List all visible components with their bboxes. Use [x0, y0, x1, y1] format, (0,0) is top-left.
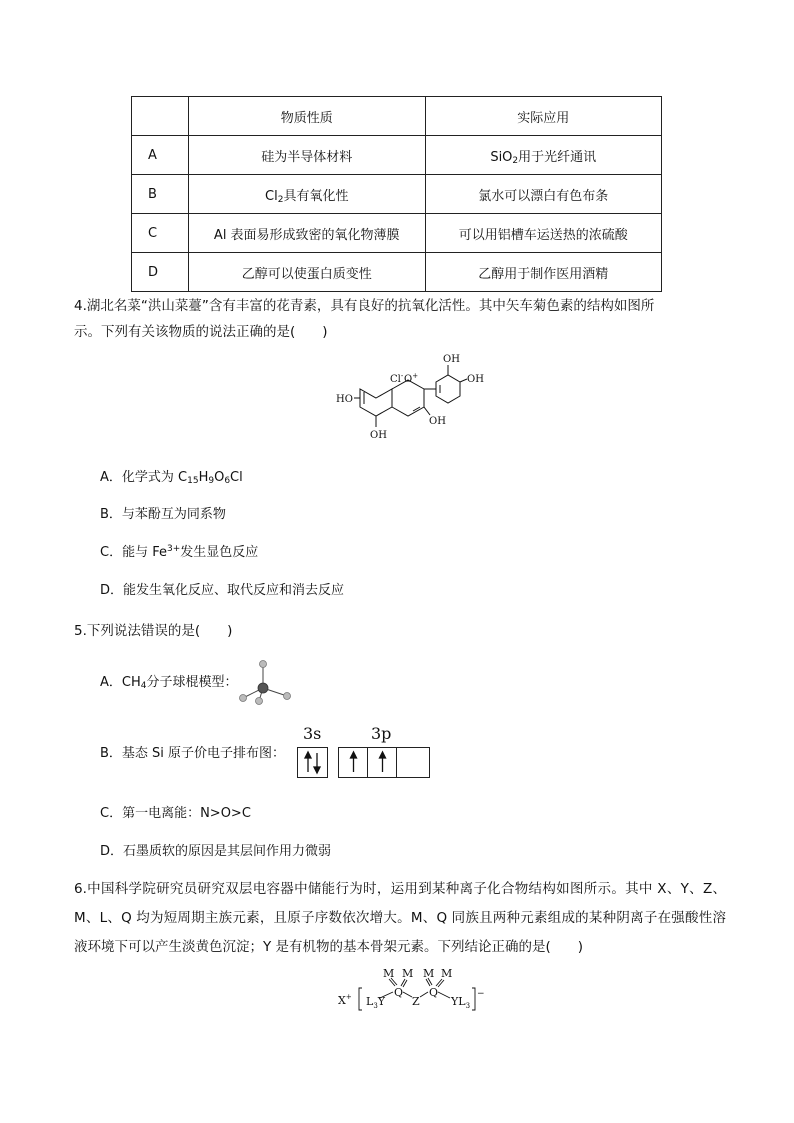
q5-option-c: C．第一电离能：N>O>C [100, 806, 251, 821]
row-label: B [132, 175, 189, 214]
table-header-property: 物质性质 [189, 97, 426, 136]
oh-top-label: OH [443, 354, 460, 365]
q6-stem: 6.中国科学院研究员研究双层电容器中储能行为时，运用到某种离子化合物结构如图所示。其中 X、Y、Z、M、L、Q 均为短周期主族元素，且原子序数依次增大。M、Q 同族且两种元素组成的某种阴离子在强酸性溶液环境下可以产生淡黄色沉淀；Y 是有机物的基本骨架元素。下列结论正确的是( ) [74, 881, 726, 955]
row-property: Al 表面易形成致密的氧化物薄膜 [189, 214, 426, 253]
q4-stem-line1: 4.湖北名菜“洪山菜薹”含有丰富的花青素，具有良好的抗氧化活性。其中矢车菊色素的结构如图所 [74, 298, 655, 314]
q5-option-b: B．基态 Si 原子价电子排布图： [100, 746, 286, 761]
orbital-3s-box [297, 747, 328, 778]
orbital-3p-box [338, 747, 430, 778]
q4-option-b: B．与苯酚互为同系物 [100, 507, 226, 522]
m-atom-4: M [441, 967, 453, 980]
orbital-3p-cell [368, 748, 397, 777]
q5-option-a: A．$CH_4$分子球棍模型： [100, 675, 238, 691]
row-application: SiO$_2$用于光纤通讯 [425, 136, 662, 175]
anion-charge: − [477, 989, 485, 999]
z-atom: Z [412, 995, 420, 1008]
row-label: D [132, 253, 189, 292]
row-label: C [132, 214, 189, 253]
orbital-3s-label: 3s [303, 724, 322, 743]
row-application: 氯水可以漂白有色布条 [425, 175, 662, 214]
table-row [132, 175, 662, 214]
cyanidin-structure [336, 352, 490, 452]
row-property: 硅为半导体材料 [189, 136, 426, 175]
table-row [132, 253, 662, 292]
orbital-3p-cell [397, 748, 429, 777]
q4-option-a: A．化学式为 $C_{15}H_9O_6Cl$ [100, 470, 243, 486]
q-atom-left: Q [394, 986, 404, 999]
up-arrow-icon [339, 748, 368, 777]
table-row [132, 136, 662, 175]
orbital-3p-label: 3p [371, 724, 392, 743]
up-arrow-icon [368, 748, 397, 777]
ch4-ball-stick-model [238, 656, 296, 706]
row-property: $Cl_2$具有氧化性 [189, 175, 426, 214]
ionic-compound-structure [335, 966, 495, 1016]
table-header-application: 实际应用 [425, 97, 662, 136]
row-application: 乙醇用于制作医用酒精 [425, 253, 662, 292]
m-atom-3: M [423, 967, 435, 980]
oh-left-label: HO [336, 394, 353, 405]
q4-option-c: C．能与 $Fe^{3+}$发生显色反应 [100, 544, 259, 560]
table-header-row [132, 97, 662, 136]
q4-option-d: D．能发生氧化反应、取代反应和消去反应 [100, 583, 345, 598]
table-row [132, 214, 662, 253]
oxonium-label: O+ [404, 372, 419, 385]
row-property: 乙醇可以使蛋白质变性 [189, 253, 426, 292]
cation-x-label: X+ [338, 993, 352, 1007]
table-corner-cell [132, 97, 189, 136]
chloride-label: Cl- [390, 372, 404, 385]
q5-option-d: D．石墨质软的原因是其层间作用力微弱 [100, 844, 332, 859]
q-atom-right: Q [429, 986, 439, 999]
m-atom-2: M [402, 967, 414, 980]
row-application: 可以用铝槽车运送热的浓硫酸 [425, 214, 662, 253]
row-label: A [132, 136, 189, 175]
oh-bottom-label: OH [370, 430, 387, 441]
q5-stem: 5.下列说法错误的是( ) [74, 623, 233, 639]
up-down-arrows-icon [298, 748, 327, 777]
q4-stem-line2: 示。下列有关该物质的说法正确的是( ) [74, 324, 328, 340]
oh-right-label: OH [467, 374, 484, 385]
property-application-table [131, 96, 662, 292]
orbital-3p-cell [339, 748, 368, 777]
m-atom-1: M [383, 967, 395, 980]
l3y-group-label: $L_3Y$ [366, 995, 386, 1010]
yl3-group-label: $YL_3$ [451, 995, 471, 1010]
oh-ring-label: OH [429, 416, 446, 427]
